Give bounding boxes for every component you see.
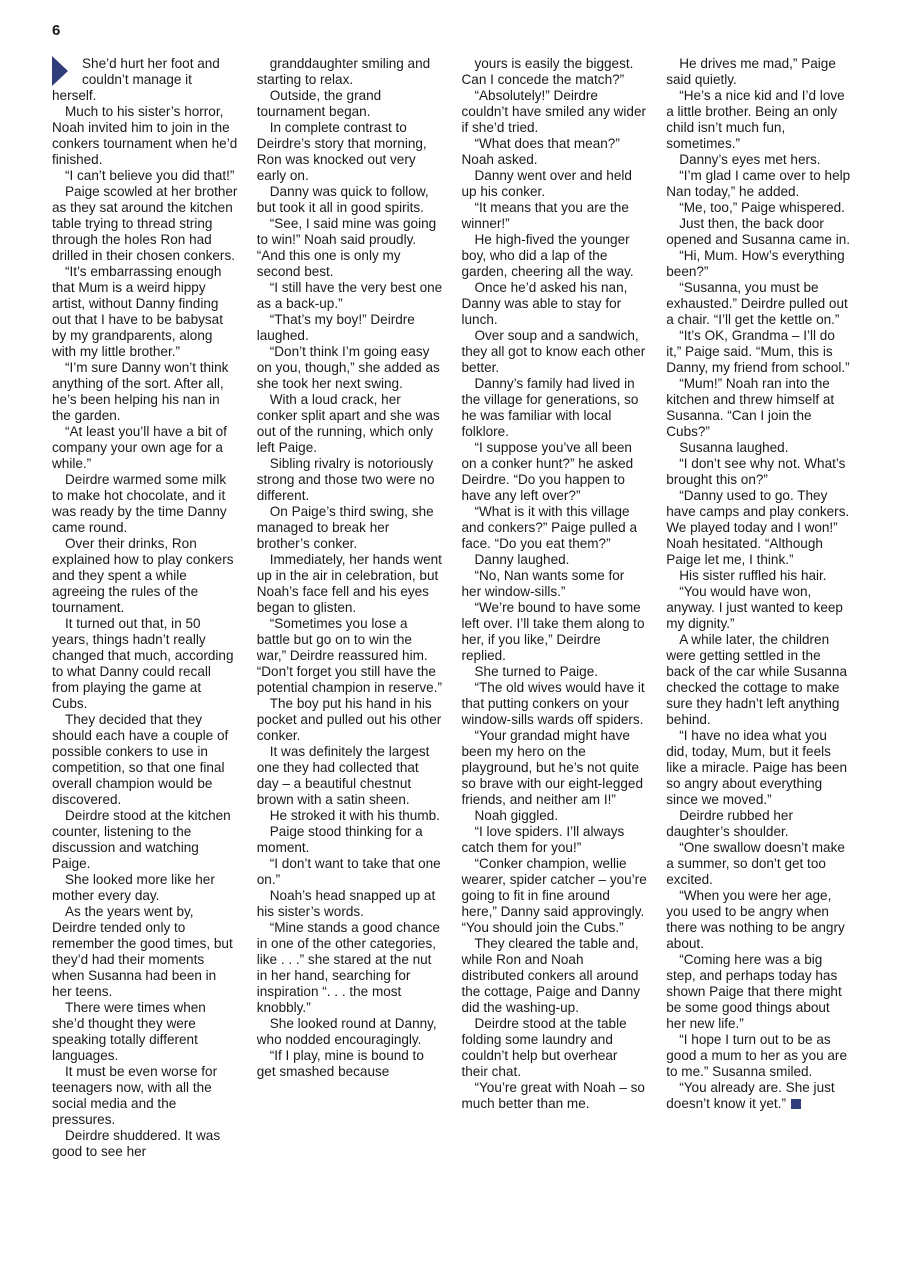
paragraph: It must be even worse for teenagers now, with all the social media and the pressures. (52, 1064, 218, 1127)
paragraph: Just then, the back door opened and Susanna came in. (666, 216, 851, 247)
paragraph: “See, I said mine was going to win!” Noah said proudly. “And this one is only my second best. (256, 216, 437, 279)
paragraph: Outside, the grand tournament began. (256, 88, 382, 119)
paragraph: Sibling rivalry is notoriously strong and those two were no different. (256, 456, 435, 503)
paragraph: “Susanna, you must be exhausted.” Deirdre pulled out a chair. “I’ll get the kettle on.” (666, 280, 848, 327)
paragraph: Danny went over and held up his conker. (461, 168, 632, 199)
paragraph: “What does that mean?” Noah asked. (461, 136, 620, 167)
paragraph: “Don’t think I’m going easy on you, though,” she added as she took her next swing. (256, 344, 440, 391)
paragraph: Paige scowled at her brother as they sat around the kitchen table trying to thread string through the holes Ron had drilled in their chosen conkers. (52, 184, 238, 263)
paragraph: “I love spiders. I’ll always catch them for you!” (461, 824, 625, 855)
paragraph: “You would have won, anyway. I just wanted to keep my dignity.” (666, 584, 843, 631)
paragraph: A while later, the children were getting settled in the back of the car while Susanna checked the cottage to make sure they hadn’t left anything behind. (666, 632, 847, 727)
paragraph-text: “You already are. She just doesn’t know it yet.” (666, 1080, 835, 1111)
paragraph: “When you were her age, you used to be angry when there was nothing to be angry about. (666, 888, 845, 951)
paragraph: He drives me mad,” Paige said quietly. (666, 56, 836, 87)
paragraph: His sister ruffled his hair. (679, 568, 827, 583)
paragraph: “Your grandad might have been my hero on the playground, but he’s not quite so brave with our eight-legged friends, and neither am I!” (461, 728, 643, 807)
paragraph: It was definitely the largest one they had collected that day – a beautiful chestnut brown with a satin sheen. (256, 744, 430, 807)
paragraph: “We’re bound to have some left over. I’ll take them along to her, if you like,” Deirdre replied. (461, 600, 645, 663)
paragraph-text: She’d hurt her foot and couldn’t manage it herself. (52, 56, 220, 103)
paragraph: Noah’s head snapped up at his sister’s words. (256, 888, 436, 919)
paragraph: He high-fived the younger boy, who did a lap of the garden, cheering all the way. (461, 232, 634, 279)
paragraph: Noah giggled. (474, 808, 559, 823)
paragraph: Deirdre stood at the table folding some laundry and couldn’t help but overhear their chat. (461, 1016, 627, 1079)
paragraph: “What is it with this village and conkers?” Paige pulled a face. “Do you eat them?” (461, 504, 637, 551)
article-columns (52, 56, 852, 1236)
paragraph: As the years went by, Deirdre tended only to remember the good times, but they’d had their moments when Susanna had been in her teens. (52, 904, 233, 999)
paragraph: “One swallow doesn’t make a summer, so don’t get too excited. (666, 840, 845, 887)
paragraph: Danny laughed. (474, 552, 570, 567)
paragraph: “No, Nan wants some for her window-sills.” (461, 568, 625, 599)
paragraph: “Mine stands a good chance in one of the other categories, like . . .” she stared at the nut in her hand, searching for inspiration “. . . the most knobbly.” (256, 920, 440, 1015)
page-number: 6 (52, 22, 61, 39)
paragraph: “The old wives would have it that putting conkers on your window-sills wards off spiders. (461, 680, 645, 727)
paragraph: “I still have the very best one as a back-up.” (256, 280, 443, 311)
paragraph: “He’s a nice kid and I’d love a little brother. Being an only child isn’t much fun, sometimes.” (666, 88, 845, 151)
paragraph: “I have no idea what you did, today, Mum, but it feels like a miracle. Paige has been so angry about everything since we moved.” (666, 728, 847, 807)
paragraph: “I don’t see why not. What’s brought this on?” (666, 456, 846, 487)
paragraph: “That’s my boy!” Deirdre laughed. (256, 312, 415, 343)
paragraph: “Danny used to go. They have camps and play conkers. We played today and I won!” Noah hesitated. “Although Paige let me, I think.” (666, 488, 850, 567)
paragraph: On Paige’s third swing, she managed to break her brother’s conker. (256, 504, 434, 551)
paragraph: Deirdre rubbed her daughter’s shoulder. (666, 808, 793, 839)
text-column-1 (52, 56, 238, 1236)
paragraph: “I can’t believe you did that!” (65, 168, 235, 183)
paragraph (52, 56, 238, 104)
end-of-story-square-icon (791, 1099, 801, 1109)
paragraph: Much to his sister’s horror, Noah invited him to join in the conkers tournament when he’d finished. (52, 104, 238, 167)
paragraph: Over their drinks, Ron explained how to play conkers and they spent a while agreeing the rules of the tournament. (52, 536, 234, 615)
paragraph: granddaughter smiling and starting to relax. (256, 56, 431, 87)
paragraph: The boy put his hand in his pocket and pulled out his other conker. (256, 696, 442, 743)
paragraph: He stroked it with his thumb. (269, 808, 440, 823)
paragraph: “Me, too,” Paige whispered. (679, 200, 845, 215)
paragraph: “I don’t want to take that one on.” (256, 856, 441, 887)
paragraph: They decided that they should each have a couple of possible conkers to use in competition, so that one final overall champion would be discovered. (52, 712, 229, 807)
paragraph: “Mum!” Noah ran into the kitchen and threw himself at Susanna. “Can I join the Cubs?” (666, 376, 835, 439)
story-start-triangle-icon (52, 56, 68, 86)
paragraph: Paige stood thinking for a moment. (256, 824, 423, 855)
paragraph: It turned out that, in 50 years, things hadn’t really changed that much, according to what Danny could recall from playing the game at Cubs. (52, 616, 234, 711)
paragraph (666, 1080, 852, 1112)
paragraph: She looked round at Danny, who nodded encouragingly. (256, 1016, 437, 1047)
paragraph: Danny’s family had lived in the village for generations, so he was familiar with local folklore. (461, 376, 639, 439)
paragraph: Once he’d asked his nan, Danny was able to stay for lunch. (461, 280, 628, 327)
paragraph: “I hope I turn out to be as good a mum to her as you are to me.” Susanna smiled. (666, 1032, 847, 1079)
paragraph: “I’m glad I came over to help Nan today,” he added. (666, 168, 851, 199)
paragraph: She looked more like her mother every day. (52, 872, 215, 903)
paragraph: Deirdre shuddered. It was good to see her (52, 1128, 221, 1159)
paragraph: Danny’s eyes met hers. (679, 152, 821, 167)
paragraph: yours is easily the biggest. Can I concede the match?” (461, 56, 634, 87)
text-column-2 (257, 56, 443, 1236)
paragraph: Deirdre warmed some milk to make hot chocolate, and it was ready by the time Danny came round. (52, 472, 227, 535)
paragraph: She turned to Paige. (474, 664, 599, 679)
paragraph: “It’s OK, Grandma – I’ll do it,” Paige said. “Mum, this is Danny, my friend from school.” (666, 328, 850, 375)
paragraph: “Coming here was a big step, and perhaps today has shown Paige that there might be some good things about her new life.” (666, 952, 842, 1031)
paragraph: Susanna laughed. (679, 440, 789, 455)
paragraph: “Hi, Mum. How’s everything been?” (666, 248, 845, 279)
paragraph: “It means that you are the winner!” (461, 200, 629, 231)
paragraph: “Absolutely!” Deirdre couldn’t have smiled any wider if she’d tried. (461, 88, 646, 135)
paragraph: “I suppose you’ve all been on a conker hunt?” he asked Deirdre. “Do you happen to have any left over?” (461, 440, 634, 503)
text-column-4 (666, 56, 852, 1236)
paragraph: Deirdre stood at the kitchen counter, listening to the discussion and watching Paige. (52, 808, 231, 871)
paragraph: “Conker champion, wellie wearer, spider catcher – you’re going to fit in fine around here,” Danny said approvingly. “You should join the Cubs.” (461, 856, 647, 935)
text-column-3 (462, 56, 648, 1236)
paragraph: “Sometimes you lose a battle but go on to win the war,” Deirdre reassured him. “Don’t forget you still have the potential champion in reserve.” (256, 616, 442, 695)
paragraph: “It’s embarrassing enough that Mum is a weird hippy artist, without Danny finding out that I have to be babysat by my grandparents, along with my little brother.” (52, 264, 223, 359)
paragraph: Immediately, her hands went up in the air in celebration, but Noah’s face fell and his eyes began to glisten. (256, 552, 442, 615)
paragraph: “You’re great with Noah – so much better than me. (461, 1080, 645, 1111)
paragraph: “I’m sure Danny won’t think anything of the sort. After all, he’s been helping his nan in the garden. (52, 360, 229, 423)
paragraph: In complete contrast to Deirdre’s story that morning, Ron was knocked out very early on. (256, 120, 427, 183)
paragraph: “If I play, mine is bound to get smashed because (256, 1048, 424, 1079)
paragraph: They cleared the table and, while Ron and Noah distributed conkers all around the cottage, Paige and Danny did the washing-up. (461, 936, 640, 1015)
paragraph: There were times when she’d thought they were speaking totally different languages. (52, 1000, 206, 1063)
paragraph: Over soup and a sandwich, they all got to know each other better. (461, 328, 646, 375)
paragraph: Danny was quick to follow, but took it all in good spirits. (256, 184, 429, 215)
paragraph: With a loud crack, her conker split apart and she was out of the running, which only left Paige. (256, 392, 440, 455)
paragraph: “At least you’ll have a bit of company your own age for a while.” (52, 424, 227, 471)
